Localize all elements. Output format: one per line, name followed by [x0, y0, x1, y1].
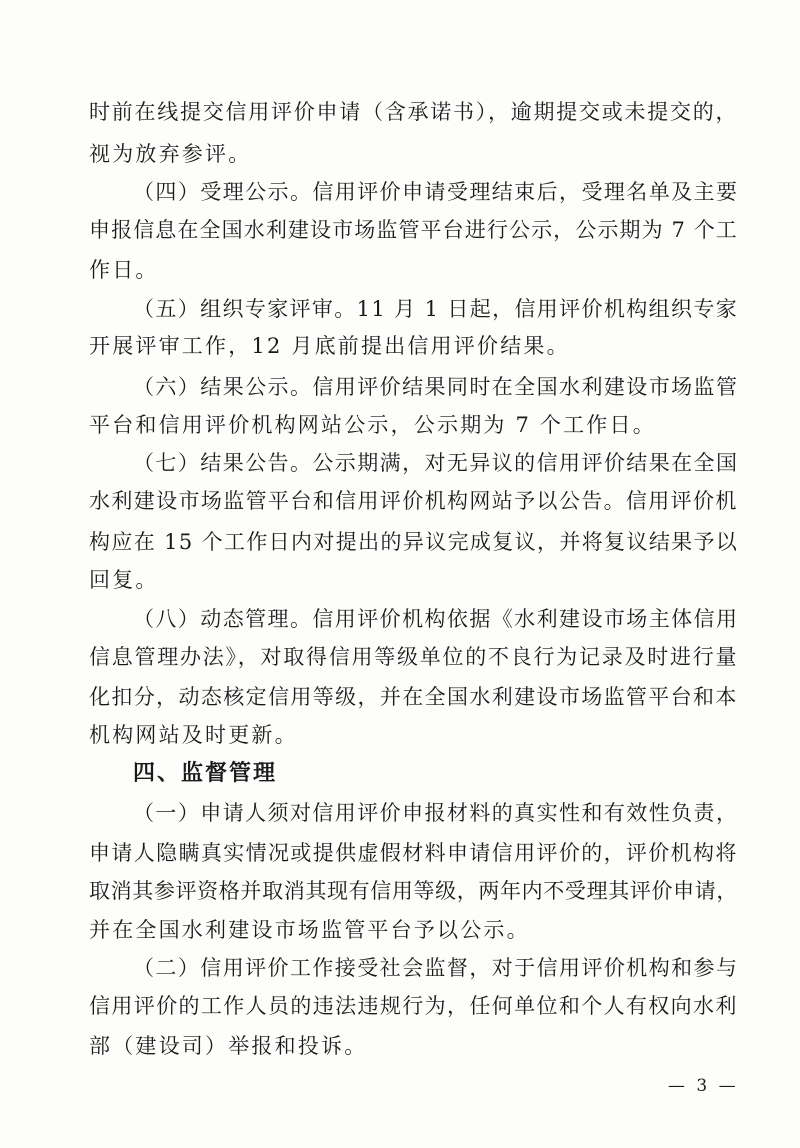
paragraph-line: 取消其参评资格并取消其现有信用等级，两年内不受理其评价申请， [89, 879, 738, 903]
section-eight-line: （八）动态管理。信用评价机构依据《水利建设市场主体信用 [133, 607, 739, 631]
subsection-one-line: （一）申请人须对信用评价申报材料的真实性和有效性负责， [133, 801, 739, 825]
page-number: — 3 — [668, 1076, 739, 1096]
subsection-two-line: （二）信用评价工作接受社会监督，对于信用评价机构和参与 [133, 956, 739, 980]
paragraph-line: 构应在 15 个工作日内对提出的异议完成复议，并将复议结果予以 [89, 530, 739, 554]
paragraph-line: 视为放弃参评。 [89, 142, 252, 166]
paragraph-line: 申报信息在全国水利建设市场监管平台进行公示，公示期为 7 个工 [89, 218, 738, 242]
paragraph-line: 开展评审工作，12 月底前提出信用评价结果。 [89, 334, 570, 358]
section-heading-supervision: 四、监督管理 [133, 761, 278, 786]
section-four-line: （四）受理公示。信用评价申请受理结束后，受理名单及主要 [133, 180, 739, 204]
section-seven-line: （七）结果公告。公示期满，对无异议的信用评价结果在全国 [133, 451, 739, 475]
section-five-line: （五）组织专家评审。11 月 1 日起，信用评价机构组织专家 [133, 297, 739, 321]
paragraph-line: 信用评价的工作人员的违法违规行为，任何单位和个人有权向水利 [89, 994, 738, 1018]
section-six-line: （六）结果公示。信用评价结果同时在全国水利建设市场监管 [133, 375, 739, 399]
paragraph-line: 时前在线提交信用评价申请（含承诺书），逾期提交或未提交的， [89, 100, 739, 124]
paragraph-line: 申请人隐瞒真实情况或提供虚假材料申请信用评价的，评价机构将 [89, 841, 738, 865]
paragraph-line: 化扣分，动态核定信用等级，并在全国水利建设市场监管平台和本 [89, 685, 738, 709]
paragraph-line: 部（建设司）举报和投诉。 [89, 1034, 368, 1058]
paragraph-line: 平台和信用评价机构网站公示，公示期为 7 个工作日。 [89, 413, 656, 437]
paragraph-line: 作日。 [89, 258, 159, 282]
paragraph-line: 信息管理办法》，对取得信用等级单位的不良行为记录及时进行量 [89, 645, 739, 669]
paragraph-line: 机构网站及时更新。 [89, 723, 298, 747]
paragraph-line: 并在全国水利建设市场监管平台予以公示。 [89, 918, 530, 942]
paragraph-line: 回复。 [89, 568, 159, 592]
paragraph-line: 水利建设市场监管平台和信用评价机构网站予以公告。信用评价机 [89, 489, 738, 513]
